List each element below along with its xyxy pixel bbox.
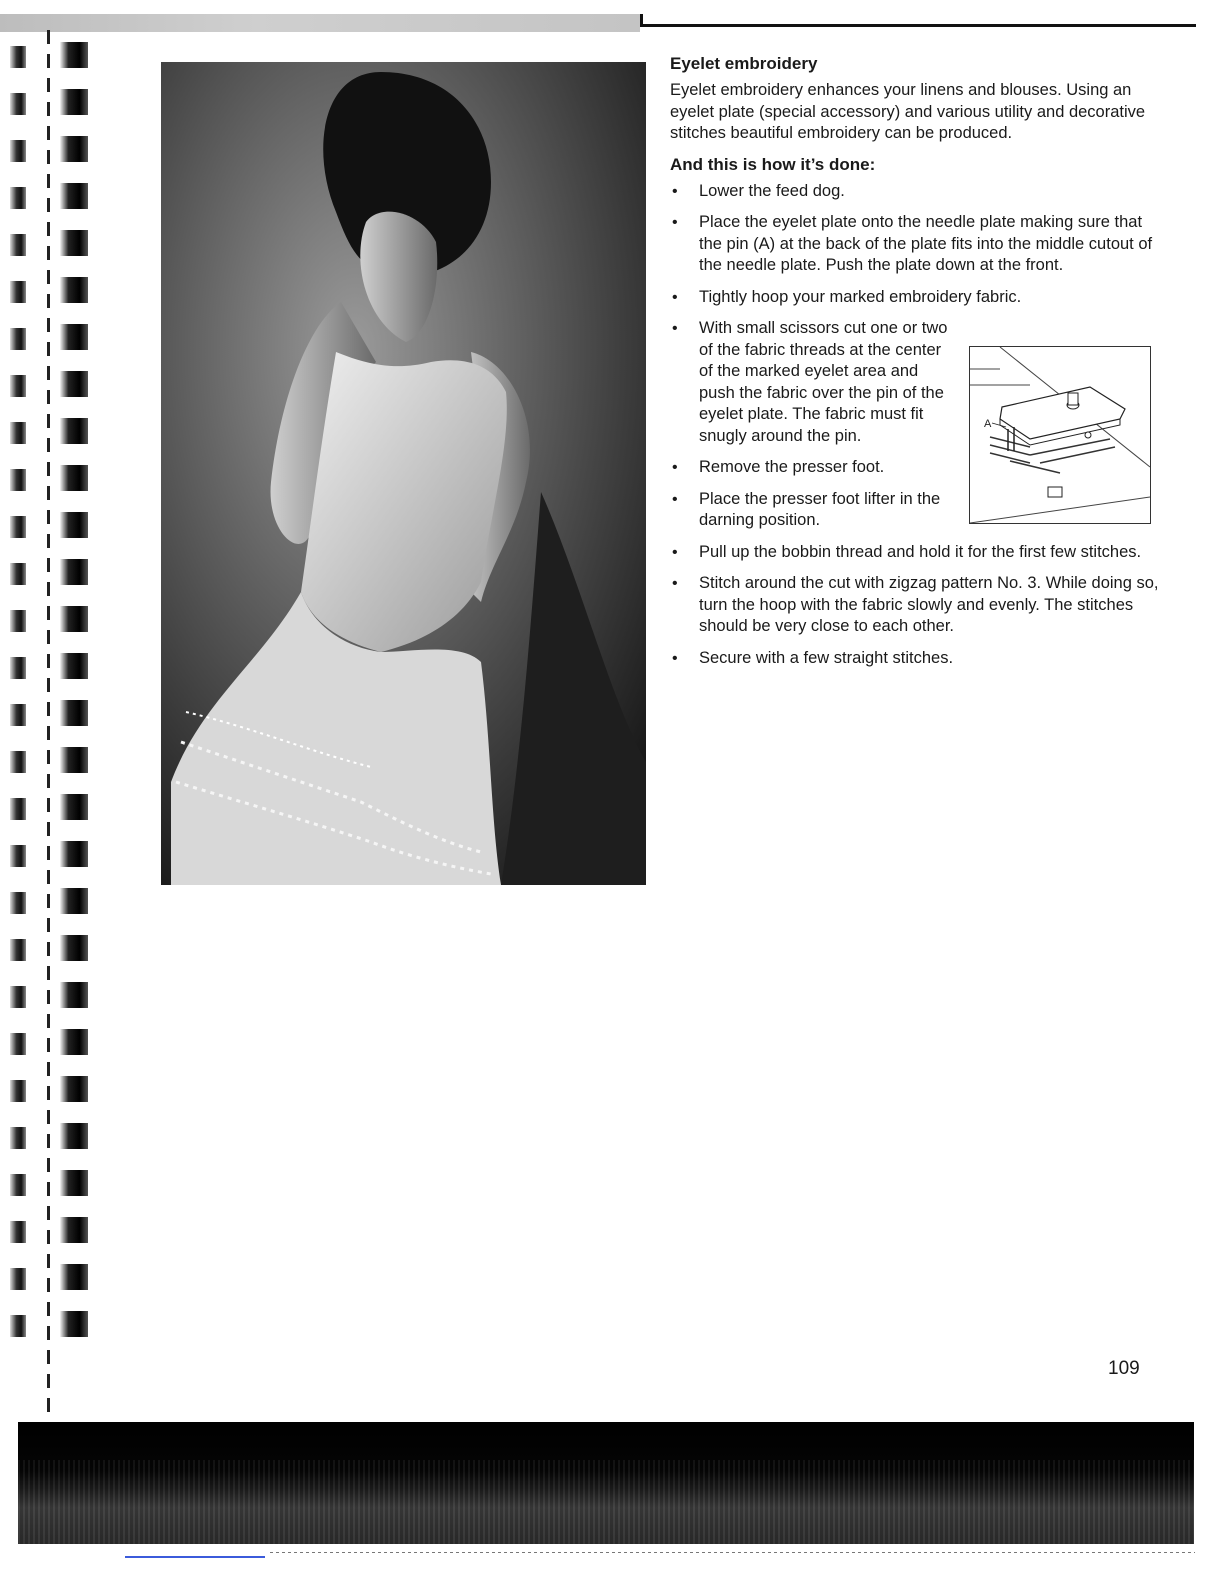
ring-coil bbox=[60, 512, 88, 538]
binding-ring bbox=[0, 226, 110, 262]
binding-ring bbox=[0, 602, 110, 638]
ring-hole bbox=[10, 939, 26, 961]
ring-hole bbox=[10, 1268, 26, 1290]
binding-ring bbox=[0, 508, 110, 544]
binding-ring bbox=[0, 414, 110, 450]
binding-ring bbox=[0, 649, 110, 685]
binding-ring bbox=[0, 461, 110, 497]
ring-hole bbox=[10, 140, 26, 162]
ring-hole bbox=[10, 892, 26, 914]
ring-coil bbox=[60, 324, 88, 350]
binding-ring bbox=[0, 1213, 110, 1249]
binding-ring bbox=[0, 931, 110, 967]
list-item: • Place the eyelet plate onto the needle plate making sure that the pin (A) at the back of the plate fits into the middle cutout of the needle plate. Push the plate down at the front. bbox=[670, 212, 1160, 277]
ring-coil bbox=[60, 371, 88, 397]
ring-hole bbox=[10, 328, 26, 350]
binding-ring bbox=[0, 1072, 110, 1108]
header-rule bbox=[640, 24, 1196, 27]
section-intro: Eyelet embroidery enhances your linens and blouses. Using an eyelet plate (special accessory) and various utility and decorative stitches beautiful embroidery can be produced. bbox=[670, 81, 1146, 142]
section-title: Eyelet embroidery bbox=[670, 54, 818, 73]
ring-coil bbox=[60, 606, 88, 632]
ring-hole bbox=[10, 375, 26, 397]
list-item: • Tightly hoop your marked embroidery fabric. bbox=[670, 287, 1160, 309]
binding-ring bbox=[0, 555, 110, 591]
ring-coil bbox=[60, 794, 88, 820]
binding-ring bbox=[0, 1307, 110, 1343]
binding-ring bbox=[0, 837, 110, 873]
ring-coil bbox=[60, 982, 88, 1008]
list-item: • Pull up the bobbin thread and hold it for the first few stitches. bbox=[670, 542, 1160, 564]
ring-coil bbox=[60, 559, 88, 585]
eyelet-plate-diagram bbox=[969, 346, 1151, 524]
ring-hole bbox=[10, 93, 26, 115]
ring-hole bbox=[10, 234, 26, 256]
ring-coil bbox=[60, 42, 88, 68]
list-item: • Remove the presser foot. bbox=[670, 457, 957, 479]
list-item: • With small scissors cut one or two of the fabric threads at the center of the marked eyelet area and push the fabric over the pin of the eyelet plate. The fabric must fit snugly around the pin. bbox=[670, 318, 957, 447]
ring-hole bbox=[10, 986, 26, 1008]
binding-ring bbox=[0, 273, 110, 309]
binding-ring bbox=[0, 38, 110, 74]
ring-hole bbox=[10, 751, 26, 773]
ring-hole bbox=[10, 798, 26, 820]
binding-ring bbox=[0, 1119, 110, 1155]
list-item: • Stitch around the cut with zigzag pattern No. 3. While doing so, turn the hoop with the fabric slowly and evenly. The stitches should be very close to each other. bbox=[670, 573, 1160, 638]
bottom-scan-band bbox=[18, 1422, 1194, 1544]
spiral-binding bbox=[0, 30, 110, 1420]
binding-ring bbox=[0, 85, 110, 121]
eyelet-dress-photo bbox=[161, 62, 646, 885]
ring-coil bbox=[60, 841, 88, 867]
ring-coil bbox=[60, 230, 88, 256]
binding-ring bbox=[0, 1025, 110, 1061]
ring-hole bbox=[10, 563, 26, 585]
ring-coil bbox=[60, 418, 88, 444]
ring-coil bbox=[60, 465, 88, 491]
ring-coil bbox=[60, 136, 88, 162]
binding-ring bbox=[0, 367, 110, 403]
ring-coil bbox=[60, 935, 88, 961]
binding-ring bbox=[0, 1260, 110, 1296]
how-to-heading: And this is how it’s done: bbox=[670, 154, 876, 174]
ring-hole bbox=[10, 469, 26, 491]
ring-hole bbox=[10, 422, 26, 444]
ring-hole bbox=[10, 187, 26, 209]
ring-hole bbox=[10, 1127, 26, 1149]
ring-hole bbox=[10, 1221, 26, 1243]
binding-ring bbox=[0, 179, 110, 215]
binding-ring bbox=[0, 790, 110, 826]
list-item: • Lower the feed dog. bbox=[670, 181, 1160, 203]
bottom-blue-rule bbox=[125, 1556, 265, 1558]
ring-coil bbox=[60, 700, 88, 726]
ring-coil bbox=[60, 747, 88, 773]
binding-ring bbox=[0, 696, 110, 732]
ring-hole bbox=[10, 657, 26, 679]
ring-hole bbox=[10, 1033, 26, 1055]
ring-coil bbox=[60, 1170, 88, 1196]
binding-ring bbox=[0, 743, 110, 779]
binding-ring bbox=[0, 1166, 110, 1202]
ring-coil bbox=[60, 1311, 88, 1337]
ring-coil bbox=[60, 888, 88, 914]
ring-coil bbox=[60, 183, 88, 209]
ring-hole bbox=[10, 1174, 26, 1196]
binding-ring bbox=[0, 884, 110, 920]
ring-coil bbox=[60, 1123, 88, 1149]
ring-coil bbox=[60, 1029, 88, 1055]
ring-coil bbox=[60, 89, 88, 115]
ring-hole bbox=[10, 610, 26, 632]
ring-coil bbox=[60, 1217, 88, 1243]
ring-hole bbox=[10, 516, 26, 538]
ring-hole bbox=[10, 46, 26, 68]
page-number: 109 bbox=[1108, 1358, 1140, 1379]
bottom-dashed-rule bbox=[270, 1552, 1195, 1553]
list-item: • Secure with a few straight stitches. bbox=[670, 648, 1160, 670]
binding-ring bbox=[0, 132, 110, 168]
list-item: • Place the presser foot lifter in the darning position. bbox=[670, 489, 957, 532]
binding-ring bbox=[0, 320, 110, 356]
pin-label-a: A bbox=[984, 418, 992, 430]
ring-coil bbox=[60, 653, 88, 679]
ring-hole bbox=[10, 281, 26, 303]
ring-hole bbox=[10, 845, 26, 867]
ring-coil bbox=[60, 277, 88, 303]
binding-ring bbox=[0, 978, 110, 1014]
ring-coil bbox=[60, 1264, 88, 1290]
ring-hole bbox=[10, 1080, 26, 1102]
ring-coil bbox=[60, 1076, 88, 1102]
ring-hole bbox=[10, 704, 26, 726]
ring-hole bbox=[10, 1315, 26, 1337]
